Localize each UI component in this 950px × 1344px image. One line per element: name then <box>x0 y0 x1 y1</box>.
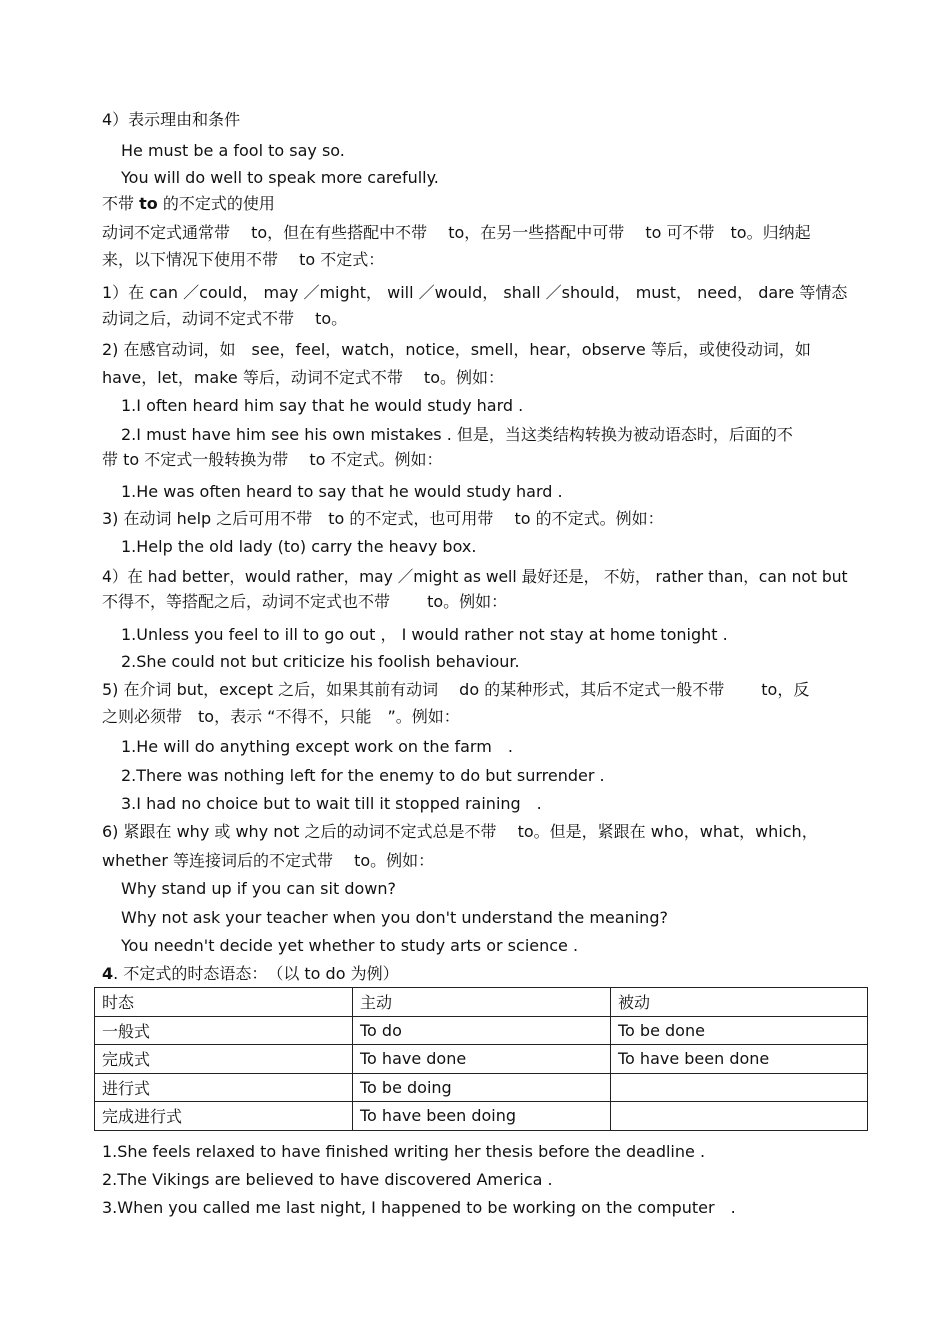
table-cell <box>611 1102 868 1131</box>
example-sentence: He must be a fool to say so. <box>121 141 345 160</box>
table-header-cell: 被动 <box>611 988 868 1017</box>
example-sentence: 3.I had no choice but to wait till it stopped raining . <box>121 794 542 813</box>
example-sentence: 2.I must have him see his own mistakes . 但是，当这类结构转换为被动语态时，后面的不 <box>121 425 793 444</box>
table-header-cell: 时态 <box>95 988 353 1017</box>
table-cell: To have been done <box>611 1045 868 1074</box>
table-header-row <box>95 988 868 1017</box>
rule-2-line: have，let，make 等后，动词不定式不带 to。例如： <box>102 368 504 387</box>
example-sentence: Why not ask your teacher when you don't understand the meaning? <box>121 908 668 927</box>
rule-5-line: 之则必须带 to，表示 “不得不，只能 ”。例如： <box>102 707 460 726</box>
table-cell: To do <box>353 1016 611 1045</box>
example-sentence: 1.Unless you feel to ill to go out ， I would rather not stay at home tonight . <box>121 625 728 644</box>
example-sentence: Why stand up if you can sit down? <box>121 879 396 898</box>
heading-text: . 不定式的时态语态： （以 to do 为例） <box>113 964 399 983</box>
tense-voice-table <box>94 987 868 1131</box>
example-sentence: 1.Help the old lady (to) carry the heavy box. <box>121 537 477 556</box>
table-cell: To be doing <box>353 1073 611 1102</box>
section-heading-reason-condition: 4）表示理由和条件 <box>102 110 241 129</box>
rule-6-line: whether 等连接词后的不定式带 to。例如： <box>102 851 435 870</box>
heading-keyword: to <box>139 194 158 213</box>
paragraph-line: 动词不定式通常带 to，但在有些搭配中不带 to，在另一些搭配中可带 to 可不带 to。归纳起 <box>102 223 811 242</box>
section-heading-bare-infinitive <box>102 194 275 214</box>
example-sentence: 2.The Vikings are believed to have discovered America . <box>102 1170 553 1189</box>
rule-5-line: 5) 在介词 but，except 之后，如果其前有动词 do 的某种形式，其后不定式一般不带 to，反 <box>102 680 810 699</box>
example-sentence: 1.He was often heard to say that he would study hard . <box>121 482 563 501</box>
table-header-cell: 主动 <box>353 988 611 1017</box>
table-cell: To have done <box>353 1045 611 1074</box>
section-heading-tense-voice <box>102 964 399 984</box>
example-sentence: You needn't decide yet whether to study arts or science . <box>121 936 579 955</box>
example-sentence: 2.She could not but criticize his foolish behaviour. <box>121 652 520 671</box>
rule-4-line: 4）在 had better，would rather，may ／might as well 最好还是， 不妨， rather than，can not but <box>102 567 848 586</box>
rule-4-line: 不得不，等搭配之后，动词不定式也不带 to。例如： <box>102 592 508 611</box>
section-number: 4 <box>102 964 114 983</box>
example-sentence: 1.She feels relaxed to have finished writing her thesis before the deadline . <box>102 1142 706 1161</box>
table-row <box>95 1016 868 1045</box>
paragraph-line: 来，以下情况下使用不带 to 不定式： <box>102 250 385 269</box>
example-sentence: 1.He will do anything except work on the farm . <box>121 737 513 756</box>
table-cell: To be done <box>611 1016 868 1045</box>
example-sentence: 3.When you called me last night, I happened to be working on the computer . <box>102 1198 736 1217</box>
rule-1-line: 动词之后，动词不定式不带 to。 <box>102 309 348 328</box>
rule-6-line: 6) 紧跟在 why 或 why not 之后的动词不定式总是不带 to。但是，紧跟在 who，what，which， <box>102 822 818 841</box>
table-cell: 完成式 <box>95 1045 353 1074</box>
heading-text: 不带 <box>102 194 140 213</box>
table-cell: 完成进行式 <box>95 1102 353 1131</box>
table-row <box>95 1073 868 1102</box>
rule-2-line: 2) 在感官动词，如 see，feel，watch，notice，smell，hear，observe 等后，或使役动词，如 <box>102 340 811 359</box>
example-sentence: 1.I often heard him say that he would study hard . <box>121 396 524 415</box>
paragraph-line: 带 to 不定式一般转换为带 to 不定式。例如： <box>102 450 443 469</box>
example-sentence: 2.There was nothing left for the enemy to do but surrender . <box>121 766 605 785</box>
table-cell: 一般式 <box>95 1016 353 1045</box>
example-sentence: You will do well to speak more carefully. <box>121 168 439 187</box>
table-row <box>95 1102 868 1131</box>
rule-3-line: 3) 在动词 help 之后可用不带 to 的不定式，也可用带 to 的不定式。例如： <box>102 509 664 528</box>
heading-text: 的不定式的使用 <box>157 194 275 213</box>
rule-1-line: 1）在 can ／could， may ／might， will ／would， shall ／should， must， need， dare 等情态 <box>102 283 848 302</box>
table-row <box>95 1045 868 1074</box>
table-cell: 进行式 <box>95 1073 353 1102</box>
table-cell: To have been doing <box>353 1102 611 1131</box>
table-cell <box>611 1073 868 1102</box>
